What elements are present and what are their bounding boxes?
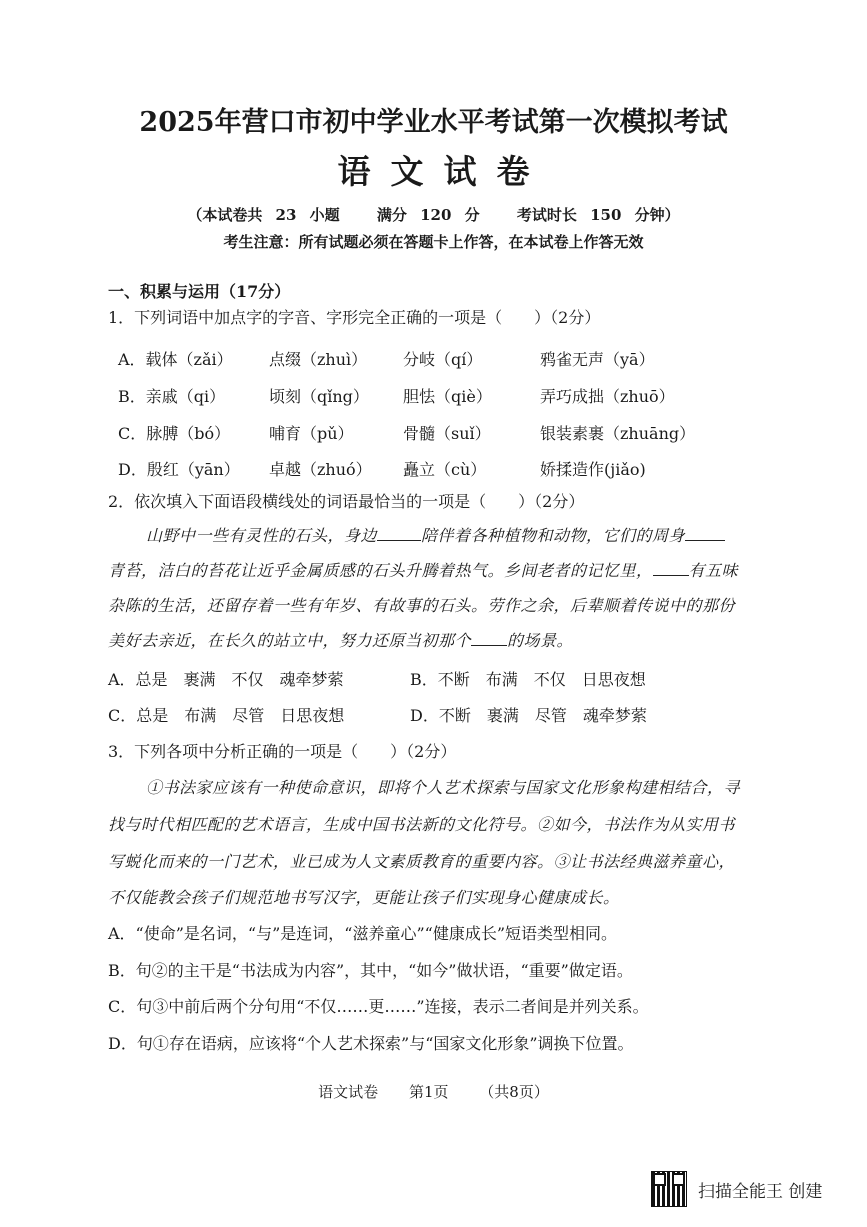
q2-options-row-2: [108, 703, 647, 726]
q1-b-item-1: B．亲戚（qi）: [118, 387, 226, 406]
q1-a-item-1: A．载体（zǎi）: [118, 350, 233, 369]
exam-meta: [0, 204, 867, 225]
q3-option-b: B．句②的主干是“书法成为内容”，其中，“如今”做状语，“重要”做定语。: [108, 961, 633, 980]
q2-passage-line-3: [108, 593, 735, 616]
q1-d-item-2: 卓越（zhuó）: [269, 460, 372, 479]
q1-d-item-3: 矗立（cù）: [403, 460, 487, 479]
q2-passage-text: 的场景。: [507, 631, 574, 650]
meta-question-count: （本试卷共 23 小题: [187, 206, 340, 224]
qr-code-icon: [652, 1172, 686, 1206]
q1-b-item-4: 弄巧成拙（zhuō）: [540, 387, 675, 406]
meta-full-score: 满分 120 分: [376, 206, 480, 224]
fill-blank-4: [471, 631, 507, 646]
q3-option-a: A．“使命”是名词，“与”是连词，“滋养童心”“健康成长”短语类型相同。: [108, 924, 617, 943]
q3-option-d: D．句①存在语病，应该将“个人艺术探索”与“国家文化形象”调换下位置。: [108, 1034, 634, 1053]
question-3-stem: 3．下列各项中分析正确的一项是（ ）（2分）: [108, 742, 457, 761]
footer-paper-name: 语文试卷: [318, 1083, 379, 1101]
section-title: 一、积累与运用（17分）: [108, 282, 291, 301]
question-1-stem: 1．下列词语中加点字的字音、字形完全正确的一项是（ ）（2分）: [108, 308, 601, 327]
q2-option-b: B．不断 布满 不仅 日思夜想: [410, 670, 646, 689]
q1-b-item-3: 胆怯（qiè）: [403, 387, 492, 406]
q2-passage-text: 杂陈的生活，还留存着一些有年岁、有故事的石头。劳作之余，后辈顺着传说中的那份: [108, 596, 736, 615]
q2-passage-line-2: [108, 558, 738, 581]
q3-passage-line-2: 找与时代相匹配的艺术语言，生成中国书法新的文化符号。②如今，书法作为从实用书: [108, 815, 736, 834]
q3-passage-line-1: ①书法家应该有一种使命意识，即将个人艺术探索与国家文化形象构建相结合，寻: [146, 778, 741, 797]
q1-a-item-3: 分岐（qí）: [403, 350, 483, 369]
q1-d-item-1: D．殷红（yān）: [118, 460, 240, 479]
q2-passage-text: 美好去亲近，在长久的站立中，努力还原当初那个: [108, 631, 472, 650]
exam-title: 2025年营口市初中学业水平考试第一次模拟考试: [139, 107, 728, 138]
fill-blank-3: [653, 561, 689, 576]
q2-options-row-1: [108, 667, 646, 690]
q1-c-item-2: 哺育（pǔ）: [269, 424, 354, 443]
fill-blank-2: [685, 526, 725, 541]
q2-passage-text: 陪伴着各种植物和动物，它们的周身: [421, 526, 686, 545]
question-2-stem: 2．依次填入下面语段横线处的词语最恰当的一项是（ ）（2分）: [108, 492, 585, 511]
q1-b-item-2: 顷刻（qǐng）: [269, 387, 369, 406]
q2-passage-text: 有五味: [688, 561, 739, 580]
fill-blank-1: [377, 526, 421, 541]
q2-passage-text: 山野中一些有灵性的石头，身边: [146, 526, 378, 545]
q1-c-item-3: 骨髓（suǐ）: [403, 424, 491, 443]
footer-page-number: 第1页: [408, 1083, 449, 1101]
watermark-text: 扫描全能王 创建: [698, 1182, 823, 1202]
q1-a-item-2: 点缀（zhuì）: [269, 350, 368, 369]
q2-option-a: A．总是 裹满 不仅 魂牵梦萦: [108, 670, 344, 689]
q2-passage-text: 青苔，洁白的苔花让近乎金属质感的石头升腾着热气。乡间老者的记忆里，: [108, 561, 653, 580]
q3-option-c: C．句③中前后两个分句用“不仅……更……”连接，表示二者间是并列关系。: [108, 997, 649, 1016]
q2-option-c: C．总是 布满 尽管 日思夜想: [108, 706, 345, 725]
q2-passage-line-4: [108, 628, 573, 651]
q3-passage-line-3: 写蜕化而来的一门艺术，业已成为人文素质教育的重要内容。③让书法经典滋养童心，: [108, 852, 736, 871]
q2-option-d: D．不断 裹满 尽管 魂牵梦萦: [410, 706, 647, 725]
q3-passage-line-4: 不仅能教会孩子们规范地书写汉字，更能让孩子们实现身心健康成长。: [108, 888, 620, 907]
q2-passage-line-1: [146, 523, 725, 546]
footer-page-total: （共8页）: [479, 1083, 549, 1101]
exam-subtitle: 语文试卷: [337, 152, 550, 191]
q1-c-item-4: 银装素裹（zhuāng）: [540, 424, 696, 443]
q1-c-item-1: C．脉膊（bó）: [118, 424, 231, 443]
exam-notice: 考生注意：所有试题必须在答题卡上作答，在本试卷上作答无效: [223, 233, 644, 251]
q1-a-item-4: 鸦雀无声（yā）: [540, 350, 655, 369]
q1-d-item-4: 娇揉造作(jiǎo): [540, 460, 646, 479]
page-footer: [0, 1081, 867, 1102]
meta-duration: 考试时长 150 分钟）: [516, 206, 680, 224]
